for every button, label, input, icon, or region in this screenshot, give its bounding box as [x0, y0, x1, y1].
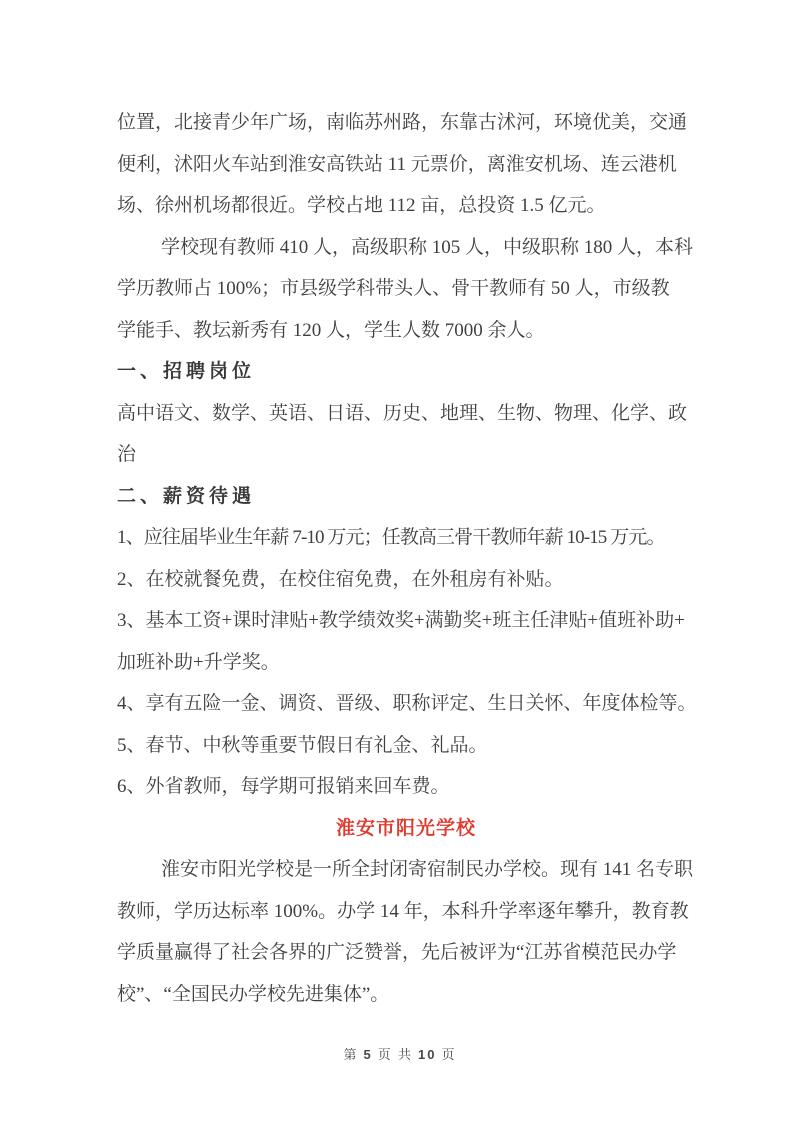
footer-label-page: 第 [343, 1047, 359, 1062]
list-item-salary-3: 3、基本工资+课时津贴+教学绩效奖+满勤奖+班主任津贴+值班补助+ [117, 610, 685, 631]
page-footer [0, 1044, 800, 1066]
paragraph-line: 学历教师占 100%；市县级学科带头人、骨干教师有 50 人，市级教 [117, 278, 670, 299]
current-page-number: 5 [363, 1047, 373, 1062]
paragraph-line: 治 [117, 444, 137, 465]
school-name-heading: 淮安市阳光学校 [335, 817, 476, 839]
list-item-salary-1: 1、应往届毕业生年薪 7-10 万元；任教高三骨干教师年薪 10-15 万元。 [117, 527, 665, 548]
paragraph-line: 学校现有教师 410 人，高级职称 105 人，中级职称 180 人，本科 [161, 236, 694, 258]
paragraph-line: 位置，北接青少年广场，南临苏州路，东靠古沭河，环境优美，交通 [117, 112, 688, 133]
list-item-salary-5: 5、春节、中秋等重要节假日有礼金、礼品。 [117, 734, 488, 756]
footer-label-pages: 页 [441, 1047, 457, 1062]
list-item-salary-3-cont: 加班补助+升学奖。 [117, 651, 280, 673]
paragraph-line: 场、徐州机场都很近。学校占地 112 亩，总投资 1.5 亿元。 [117, 195, 606, 216]
paragraph-line: 高中语文、数学、英语、日语、历史、地理、生物、物理、化学、政 [117, 402, 688, 424]
paragraph-line: 学质量赢得了社会各界的广泛赞誉，先后被评为“江苏省模范民办学 [117, 942, 677, 963]
paragraph-line: 淮安市阳光学校是一所全封闭寄宿制民办学校。现有 141 名专职 [161, 859, 694, 880]
document-body [117, 102, 695, 1015]
paragraph-line: 教师，学历达标率 100%。办学 14 年，本科升学率逐年攀升，教育教 [117, 900, 689, 922]
paragraph-line: 校”、“全国民办学校先进集体”。 [117, 983, 390, 1005]
section-heading-recruitment-positions: 一、招聘岗位 [117, 361, 256, 382]
section-heading-salary-benefits: 二、薪资待遇 [117, 485, 256, 507]
list-item-salary-4: 4、享有五险一金、调资、晋级、职称评定、生日关怀、年度体检等。 [117, 693, 697, 714]
list-item-salary-2: 2、在校就餐免费，在校住宿免费，在外租房有补贴。 [117, 568, 564, 590]
footer-label-of: 页 共 [377, 1047, 414, 1062]
paragraph-line: 学能手、教坛新秀有 120 人，学生人数 7000 余人。 [117, 319, 545, 341]
list-item-salary-6: 6、外省教师，每学期可报销来回车费。 [117, 776, 450, 797]
total-page-count: 10 [418, 1047, 437, 1062]
paragraph-line: 便利，沭阳火车站到淮安高铁站 11 元票价，离淮安机场、连云港机 [117, 153, 677, 175]
